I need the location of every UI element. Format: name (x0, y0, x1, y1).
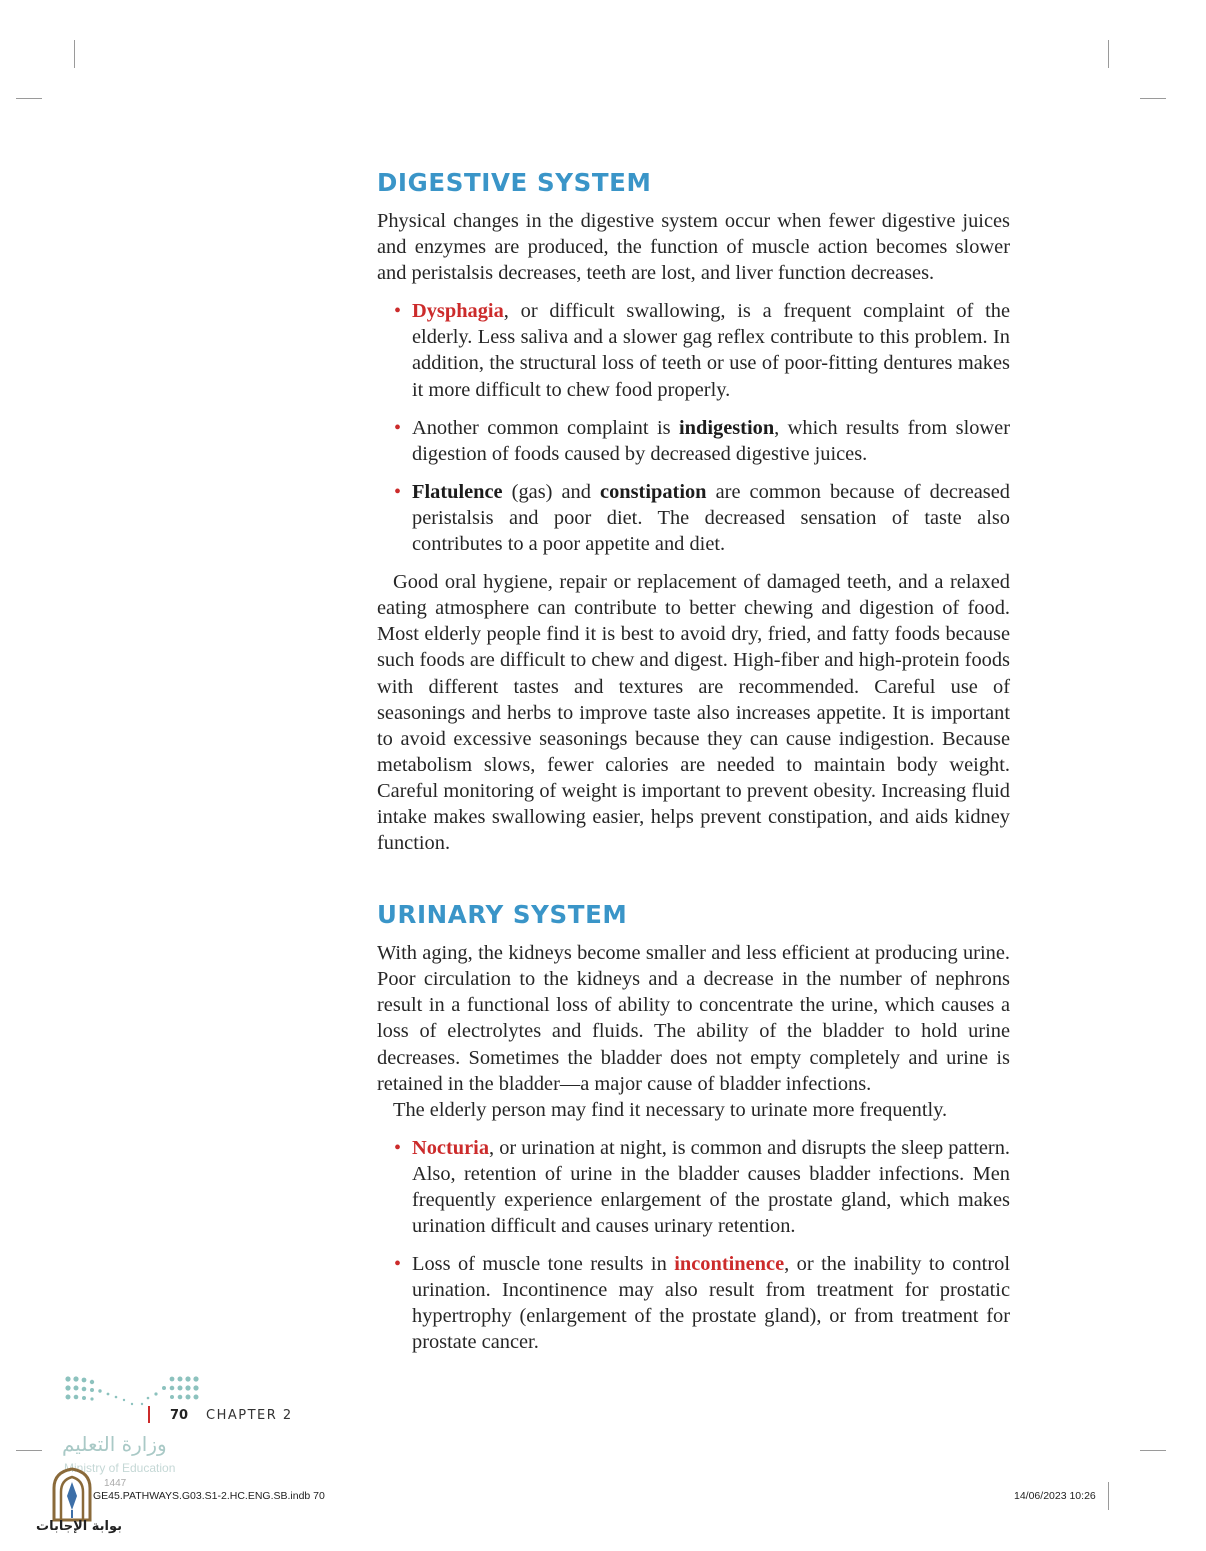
bullet-incontinence (377, 1251, 1010, 1355)
bold-term: Flatulence (412, 480, 503, 503)
file-slug: GE45.PATHWAYS.G03.S1-2.HC.ENG.SB.indb 70 (93, 1490, 325, 1502)
crop-mark-right-top (1140, 98, 1166, 99)
bullet-dysphagia (377, 298, 1010, 402)
bullet-icon: • (394, 480, 402, 503)
bullet-nocturia (377, 1135, 1010, 1239)
section-intro: Physical changes in the digestive system occur when fewer digestive juices and enzymes are produced, the function of muscle action becomes slower and peristalsis decreases, teeth are lost, and liver function decreases. (377, 210, 1010, 285)
year-label: 1447 (104, 1478, 127, 1489)
key-term: Nocturia (412, 1136, 490, 1159)
crop-mark-bottom-right (1108, 1482, 1109, 1510)
print-timestamp: 14/06/2023 10:26 (1014, 1490, 1096, 1502)
answers-gate-logo-icon (48, 1466, 96, 1522)
digestive-section (377, 166, 1010, 856)
bullet-text: Loss of muscle tone results in (412, 1253, 675, 1276)
section-intro-followup: The elderly person may find it necessary to urinate more frequently. (393, 1098, 948, 1121)
urinary-section (377, 898, 1010, 1355)
chapter-label: CHAPTER 2 (206, 1408, 293, 1423)
crop-mark-left-bottom (16, 1450, 42, 1451)
bullet-list (377, 298, 1010, 557)
bullet-icon: • (394, 300, 402, 323)
bullet-text: , which results from slower digestion of foods caused by decreased digestive juices. (412, 416, 1010, 465)
bullet-text: Another common complaint is (412, 416, 679, 439)
bold-term: constipation (600, 480, 707, 503)
bullet-list (377, 1135, 1010, 1356)
ministry-name-arabic: وزارة التعليم (62, 1432, 167, 1456)
section-heading: DIGESTIVE SYSTEM (377, 168, 652, 197)
bullet-text: , or the inability to control urination. Incontinence may also result from treatment for prostatic hypertrophy (enlargement of the prostate gland), or from treatment for prostate cancer. (412, 1253, 1010, 1354)
crop-mark-right-bottom (1140, 1450, 1166, 1451)
section-heading: URINARY SYSTEM (377, 900, 628, 930)
bullet-flatulence (377, 479, 1010, 557)
key-term: incontinence (674, 1253, 785, 1276)
bullet-indigestion (377, 415, 1010, 467)
bullet-icon: • (394, 1253, 402, 1276)
page-content (377, 166, 1010, 1368)
bullet-icon: • (394, 1136, 402, 1159)
crop-mark-top-right (1108, 40, 1109, 68)
ministry-name-english: Ministry of Education (64, 1461, 176, 1475)
bold-term: indigestion (678, 416, 775, 439)
bullet-text: , or urination at night, is common and disrupts the sleep pattern. Also, retention of urine in the bladder causes bladder infections. Men frequently experience enlargement of the prostate gland, which makes urination difficult and causes urinary retention. (412, 1136, 1011, 1238)
crop-mark-left-top (16, 98, 42, 99)
closing-paragraph: Good oral hygiene, repair or replacement of damaged teeth, and a relaxed eating atmosphere can contribute to better chewing and digestion of food. Most elderly people find it is best to avoid dry, fried, and fatty foods because such foods are difficult to chew and digest. High-fiber and high-protein foods with different tastes and textures are recommended. Careful use of seasonings and herbs to improve taste also increases appetite. It is important to avoid excessive seasonings because they can cause indigestion. Because metabolism slows, fewer calories are needed to maintain body weight. Careful monitoring of weight is important to prevent obesity. Increasing fluid intake makes swallowing easier, helps prevent constipation, and aids kidney function. (377, 571, 1010, 855)
bullet-icon: • (394, 416, 402, 439)
crop-mark-top-left (74, 40, 75, 68)
page-number-rule (148, 1406, 150, 1423)
bullet-text: are common because of decreased peristalsis and poor diet. The decreased sensation of taste also contributes to a poor appetite and diet. (412, 480, 1010, 556)
watermark-arabic: بوابة الإجابات (36, 1519, 122, 1534)
section-intro: With aging, the kidneys become smaller and less efficient at producing urine. Poor circulation to the kidneys and a decrease in the number of nephrons result in a functional loss of ability to concentrate the urine, which causes a loss of electrolytes and fluids. The ability of the bladder to hold urine decreases. Sometimes the bladder does not empty completely and urine is retained in the bladder—a major cause of bladder infections. (377, 942, 1010, 1095)
bullet-text: , or difficult swallowing, is a frequent complaint of the elderly. Less saliva and a slower gag reflex contribute to this problem. In addition, the structural loss of teeth or use of poor-fitting dentures makes it more difficult to chew food properly. (412, 300, 1010, 401)
page-number: 70 (170, 1408, 189, 1423)
key-term: Dysphagia (412, 300, 504, 323)
bullet-text: (gas) and (502, 480, 601, 503)
